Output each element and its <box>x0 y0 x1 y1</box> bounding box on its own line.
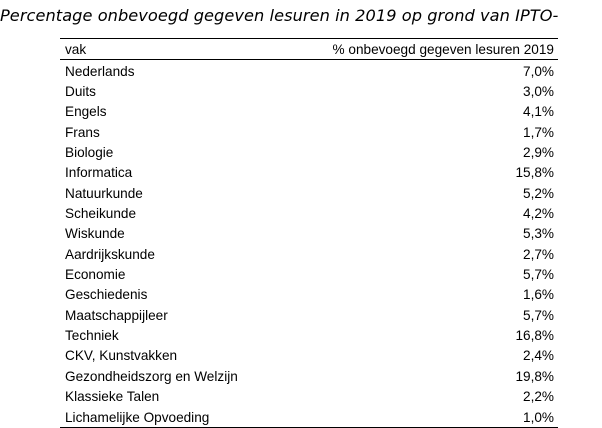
table-row <box>60 285 558 305</box>
cell-vak: CKV, Kunstvakken <box>65 348 178 364</box>
cell-vak: Scheikunde <box>65 206 137 222</box>
table-row <box>60 244 558 264</box>
cell-percentage: 1,6% <box>523 287 554 303</box>
cell-percentage: 5,7% <box>523 307 554 323</box>
table-row <box>60 61 558 81</box>
cell-vak: Economie <box>65 267 126 283</box>
cell-vak: Engels <box>65 104 107 120</box>
table-body <box>60 60 558 428</box>
cell-percentage: 5,7% <box>523 267 554 283</box>
cell-percentage: 3,0% <box>523 84 554 100</box>
cell-percentage: 16,8% <box>515 328 554 344</box>
cell-percentage: 1,0% <box>523 409 554 425</box>
cell-vak: Biologie <box>65 145 114 161</box>
column-header-vak: vak <box>65 41 87 57</box>
table-row <box>60 224 558 244</box>
cell-vak: Duits <box>65 84 96 100</box>
cell-vak: Maatschappijleer <box>65 307 168 323</box>
table-row <box>60 366 558 386</box>
table-row <box>60 387 558 407</box>
table-title: Percentage onbevoegd gegeven lesuren in 2019 op grond van IPTO- <box>0 6 559 25</box>
cell-vak: Klassieke Talen <box>65 389 160 405</box>
table-row <box>60 407 558 427</box>
cell-vak: Informatica <box>65 165 133 181</box>
table-row <box>60 325 558 345</box>
data-table <box>60 38 558 428</box>
cell-percentage: 2,4% <box>523 348 554 364</box>
table-row <box>60 346 558 366</box>
cell-vak: Wiskunde <box>65 226 125 242</box>
cell-vak: Frans <box>65 124 100 140</box>
cell-vak: Natuurkunde <box>65 185 143 201</box>
table-row <box>60 203 558 223</box>
table-row <box>60 305 558 325</box>
cell-vak: Techniek <box>65 328 119 344</box>
cell-percentage: 15,8% <box>515 165 554 181</box>
cell-percentage: 19,8% <box>515 368 554 384</box>
cell-percentage: 5,2% <box>523 185 554 201</box>
cell-vak: Geschiedenis <box>65 287 148 303</box>
table-header-row <box>60 38 558 60</box>
table-row <box>60 183 558 203</box>
table-row <box>60 142 558 162</box>
column-header-percentage: % onbevoegd gegeven lesuren 2019 <box>332 41 554 57</box>
cell-percentage: 4,1% <box>523 104 554 120</box>
cell-percentage: 2,2% <box>523 389 554 405</box>
cell-vak: Gezondheidszorg en Welzijn <box>65 368 238 384</box>
table-row <box>60 122 558 142</box>
table-row <box>60 81 558 101</box>
table-row <box>60 264 558 284</box>
cell-percentage: 4,2% <box>523 206 554 222</box>
table-row <box>60 163 558 183</box>
table-row <box>60 102 558 122</box>
cell-percentage: 2,7% <box>523 246 554 262</box>
cell-percentage: 1,7% <box>523 124 554 140</box>
cell-percentage: 5,3% <box>523 226 554 242</box>
cell-vak: Lichamelijke Opvoeding <box>65 409 210 425</box>
cell-percentage: 7,0% <box>523 63 554 79</box>
cell-vak: Nederlands <box>65 63 135 79</box>
cell-vak: Aardrijkskunde <box>65 246 155 262</box>
cell-percentage: 2,9% <box>523 145 554 161</box>
